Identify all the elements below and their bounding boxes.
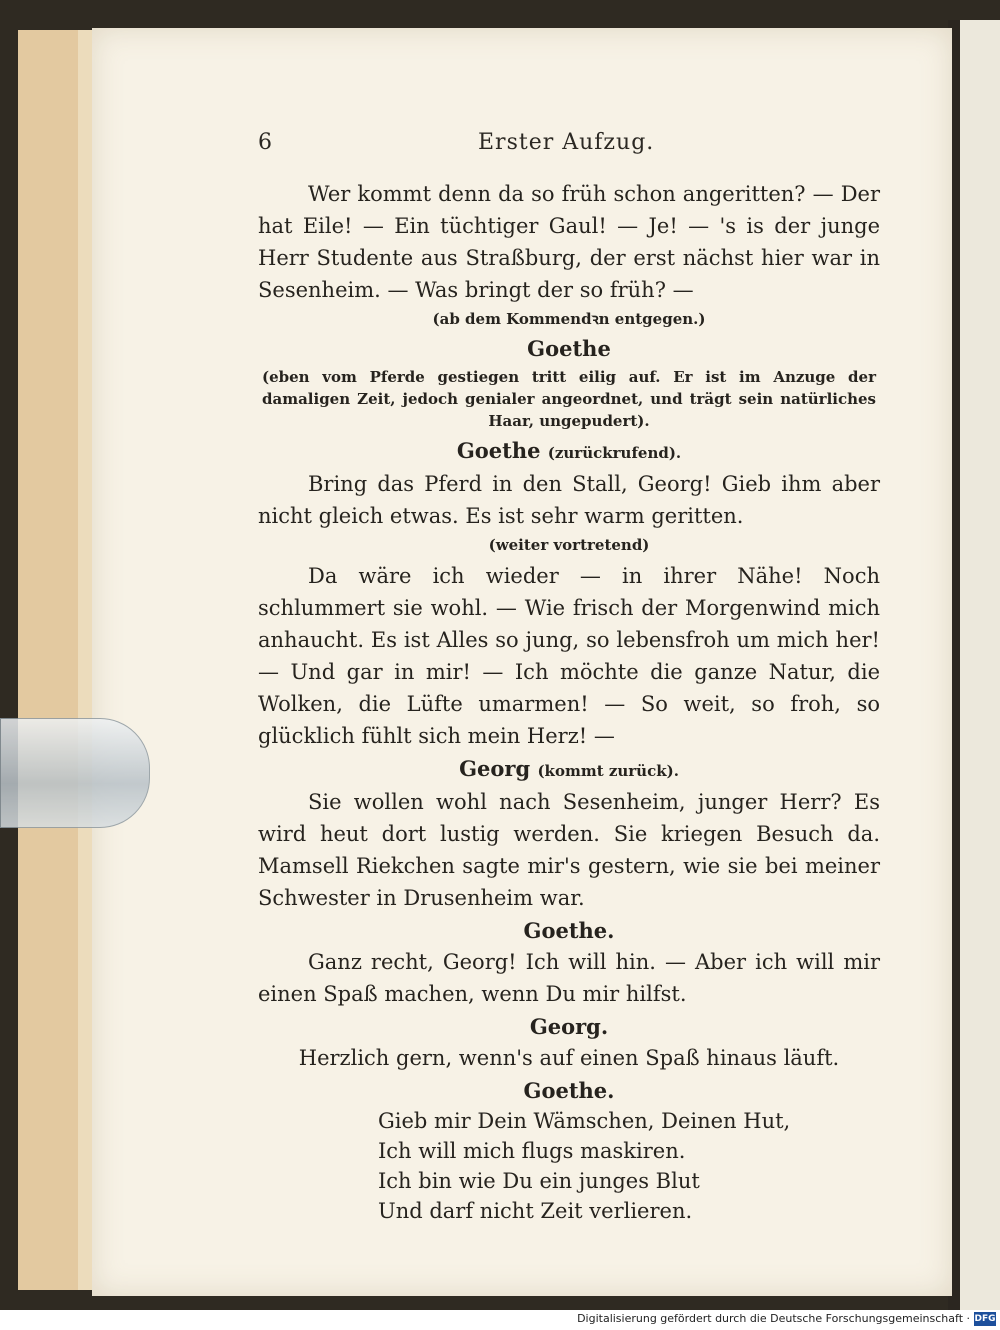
color-reference-tab (0, 718, 150, 828)
page-text (258, 178, 880, 1226)
speaker-direction: (zurückrufend). (547, 444, 682, 462)
paragraph: Ganz recht, Georg! Ich will hin. — Aber ich will mir einen Spaß machen, wenn Du mir hilfst. (258, 950, 880, 1006)
speaker-name: Goethe (527, 336, 611, 361)
paragraph: Sie wollen wohl nach Sesenheim, junger Herr? Es wird heut dort lustig werden. Sie kriegen Besuch da. Mamsell Riekchen sagte mir's gestern, wie sie bei meiner Schwester in Drusenheim war. (258, 790, 880, 910)
paragraph: Wer kommt denn da so früh schon angeritten? — Der hat Eile! — Ein tüchtiger Gaul! — Je! — 's is der junge Herr Studente aus Straßburg, der erst nächst hier war in Sesenheim. — Was bringt der so früh? — (258, 182, 880, 302)
speaker-heading (258, 916, 880, 946)
stage-direction: (eben vom Pferde gestiegen tritt eilig auf. Er ist im Anzuge der damaligen Zeit, jedoch genialer angeordnet, und trägt sein natürliches Haar, ungepudert). (262, 368, 876, 430)
centered-line: Herzlich gern, wenn's auf einen Spaß hinaus läuft. (298, 1046, 840, 1070)
speaker-name: Georg (459, 756, 531, 781)
page-header (258, 130, 878, 164)
speaker-heading (258, 754, 880, 786)
speaker-heading (258, 1076, 880, 1106)
speaker-name: Georg. (529, 1014, 609, 1039)
stage-direction: (weiter vortretend) (488, 536, 650, 554)
facing-page (955, 20, 1000, 1310)
running-head: Erster Aufzug. (478, 130, 655, 155)
stage-direction: (ab dem Kommendꝛn entgegen.) (432, 310, 706, 328)
speaker-heading (258, 436, 880, 468)
speaker-heading (258, 1012, 880, 1042)
footer (0, 1310, 1000, 1330)
verse-line: Ich will mich flugs maskiren. (378, 1139, 686, 1163)
speaker-name: Goethe. (523, 918, 615, 943)
verse-line: Gieb mir Dein Wämschen, Deinen Hut, (378, 1109, 791, 1133)
verse-line: Und darf nicht Zeit verlieren. (378, 1199, 693, 1223)
funding-credit: Digitalisierung gefördert durch die Deutsche Forschungsgemeinschaft · (577, 1312, 970, 1325)
verse (378, 1106, 880, 1226)
paragraph: Da wäre ich wieder — in ihrer Nähe! Noch schlummert sie wohl. — Wie frisch der Morgenwind mich anhaucht. Es ist Alles so jung, so lebensfroh um mich her! — Und gar in mir! — Ich möchte die ganze Natur, die Wolken, die Lüfte umarmen! — So weit, so froh, so glücklich fühlt sich mein Herz! — (258, 564, 880, 748)
page-number: 6 (258, 130, 272, 155)
speaker-heading (258, 334, 880, 364)
speaker-direction: (kommt zurück). (537, 762, 679, 780)
speaker-name: Goethe. (523, 1078, 615, 1103)
dfg-logo: DFG (974, 1314, 996, 1324)
verse-line: Ich bin wie Du ein junges Blut (378, 1169, 700, 1193)
paragraph: Bring das Pferd in den Stall, Georg! Gieb ihm aber nicht gleich etwas. Es ist sehr warm geritten. (258, 472, 880, 528)
speaker-name: Goethe (456, 438, 541, 463)
